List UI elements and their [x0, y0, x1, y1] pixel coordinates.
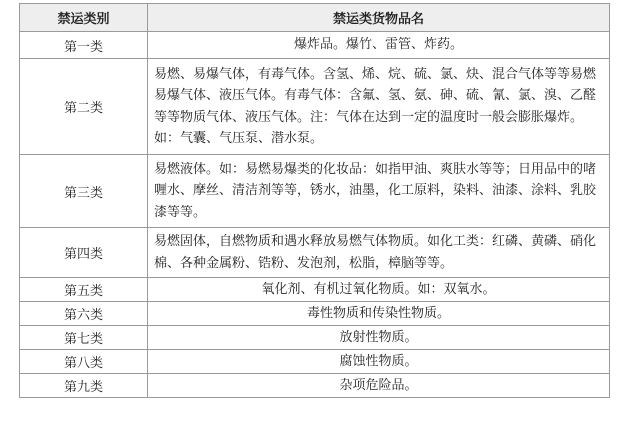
category-cell: 第三类: [20, 155, 148, 228]
table-row: [20, 326, 610, 350]
category-cell: 第八类: [20, 350, 148, 374]
table-row: [20, 59, 610, 155]
category-cell: 第七类: [20, 326, 148, 350]
prohibited-goods-table: [19, 3, 610, 398]
header-goods-name: 禁运类货物品名: [148, 4, 610, 32]
table-row: [20, 228, 610, 278]
description-cell: 易燃固体，自燃物质和遇水释放易燃气体物质。如化工类：红磷、黄磷、硝化棉、各种金属粉、锆粉、发泡剂，松脂，樟脑等等。: [148, 228, 610, 278]
description-cell: 腐蚀性物质。: [148, 350, 610, 374]
header-category: 禁运类别: [20, 4, 148, 32]
description-cell: 易燃、易爆气体，有毒气体。含氢、烯、烷、硫、氯、炔、混合气体等等易燃易爆气体、液压气体。有毒气体：含氟、氢、氨、砷、硫、氰、氯、溴、乙醛等等物质气体、液压气体。注：气体在达到一定的温度时一般会膨胀爆炸。如：气囊、气压泵、潜水泵。: [148, 59, 610, 155]
table-row: [20, 350, 610, 374]
category-cell: 第四类: [20, 228, 148, 278]
table-row: [20, 278, 610, 302]
category-cell: 第五类: [20, 278, 148, 302]
description-cell: 爆炸品。爆竹、雷管、炸药。: [148, 32, 610, 59]
table-row: [20, 374, 610, 398]
table-row: [20, 155, 610, 228]
prohibited-goods-table-container: [19, 3, 610, 398]
category-cell: 第九类: [20, 374, 148, 398]
category-cell: 第二类: [20, 59, 148, 155]
category-cell: 第六类: [20, 302, 148, 326]
table-header-row: [20, 4, 610, 32]
description-cell: 易燃液体。如：易燃易爆类的化妆品：如指甲油、爽肤水等等；日用品中的啫喱水、摩丝、清洁剂等等，锈水，油墨，化工原料，染料、油漆、涂料、乳胶漆等等。: [148, 155, 610, 228]
description-cell: 杂项危险品。: [148, 374, 610, 398]
table-row: [20, 32, 610, 59]
table-row: [20, 302, 610, 326]
category-cell: 第一类: [20, 32, 148, 59]
description-cell: 氧化剂、有机过氧化物质。如：双氧水。: [148, 278, 610, 302]
description-cell: 毒性物质和传染性物质。: [148, 302, 610, 326]
description-cell: 放射性物质。: [148, 326, 610, 350]
